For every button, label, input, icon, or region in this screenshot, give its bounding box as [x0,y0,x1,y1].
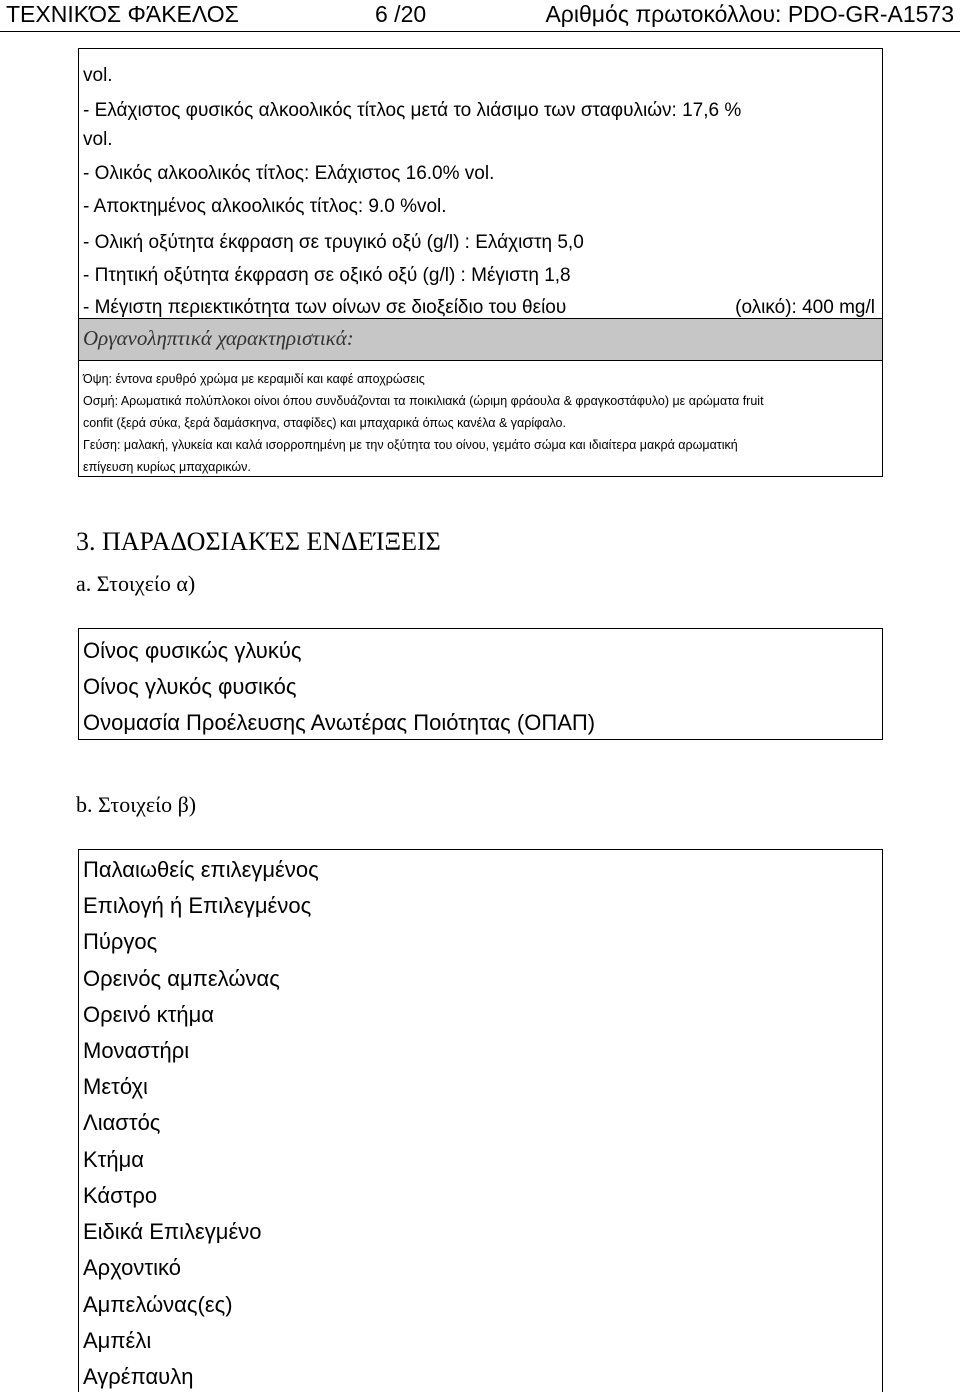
list-item: Ορεινός αμπελώνας [83,966,280,991]
page-header [0,0,960,32]
terms-a-box [78,628,883,740]
organoleptic-heading-band [79,318,882,361]
list-item: Πύργος [83,929,158,954]
subsection-b-title: b. Στοιχείο β) [76,792,197,817]
taste-line: Γεύση: μαλακή, γλυκεία και καλά ισορροπημένη με την οξύτητα του οίνου, γεμάτο σώμα και ιδιαίτερα μακρά αρωματική [83,438,738,452]
list-item: Αρχοντικό [83,1255,181,1280]
list-item: Ειδικά Επιλεγμένο [83,1219,262,1244]
protocol-number: Αριθμός πρωτοκόλλου: PDO-GR-A1573 [545,1,954,27]
sulfur-dioxide-value: (ολικό): 400 mg/l [735,297,875,318]
list-item: Λιαστός [83,1110,161,1135]
spec-line: - Ολική οξύτητα έκφραση σε τρυγικό οξύ (g/l) : Ελάχιστη 5,0 [83,232,584,253]
spec-line: vol. [83,65,113,86]
spec-line: - Ελάχιστος φυσικός αλκοολικός τίτλος μετά το λιάσιμο των σταφυλιών: 17,6 % [83,100,742,121]
list-item: Οίνος γλυκός φυσικός [83,674,297,699]
list-item: Οίνος φυσικώς γλυκύς [83,638,302,663]
document-title: ΤΕΧΝΙΚΌΣ ΦΆΚΕΛΟΣ [6,1,239,27]
organoleptic-text [83,368,878,478]
spec-line: - Μέγιστη περιεκτικότητα των οίνων σε διοξείδιο του θείου [83,297,567,318]
list-item: Μοναστήρι [83,1038,190,1063]
aroma-line: Οσμή: Αρωματικά πολύπλοκοι οίνοι όπου συνδυάζονται τα ποικιλιακά (ώριμη φράουλα & φραγκοστάφυλο) με αρώματα fruit [83,394,764,408]
list-item: Αμπέλι [83,1328,152,1353]
list-item: Αγρέπαυλη [83,1364,194,1389]
section-3-title: 3. ΠΑΡΑΔΟΣΙΑΚΈΣ ΕΝΔΕΊΞΕΙΣ [76,527,441,556]
list-item: Μετόχι [83,1074,148,1099]
spec-line: - Ολικός αλκοολικός τίτλος: Ελάχιστος 16.0% vol. [83,163,495,184]
spec-line: - Αποκτημένος αλκοολικός τίτλος: 9.0 %vol. [83,196,447,217]
list-item: Αμπελώνας(ες) [83,1292,233,1317]
list-item: Ονομασία Προέλευσης Ανωτέρας Ποιότητας (ΟΠΑΠ) [83,710,596,735]
list-item: Κάστρο [83,1183,158,1208]
spec-line: - Πτητική οξύτητα έκφραση σε οξικό οξύ (g/l) : Μέγιστη 1,8 [83,265,571,286]
terms-b-box [78,849,883,1392]
taste-line-cont: επίγευση κυρίως μπαχαρικών. [83,460,251,474]
page-number: 6 /20 [375,1,427,27]
list-item: Κτήμα [83,1147,144,1172]
specifications-box [78,48,883,477]
subsection-a-title: a. Στοιχείο α) [76,571,196,596]
list-item: Ορεινό κτήμα [83,1002,214,1027]
appearance-line: Όψη: έντονα ερυθρό χρώμα με κεραμιδί και καφέ αποχρώσεις [83,372,425,386]
list-item: Παλαιωθείς επιλεγμένος [83,857,319,882]
spec-line: vol. [83,129,113,150]
list-item: Επιλογή ή Επιλεγμένος [83,893,312,918]
aroma-line-cont: confit (ξερά σύκα, ξερά δαμάσκηνα, σταφίδες) και μπαχαρικά όπως κανέλα & γαρίφαλο. [83,416,566,430]
organoleptic-heading: Οργανοληπτικά χαρακτηριστικά: [83,326,354,350]
